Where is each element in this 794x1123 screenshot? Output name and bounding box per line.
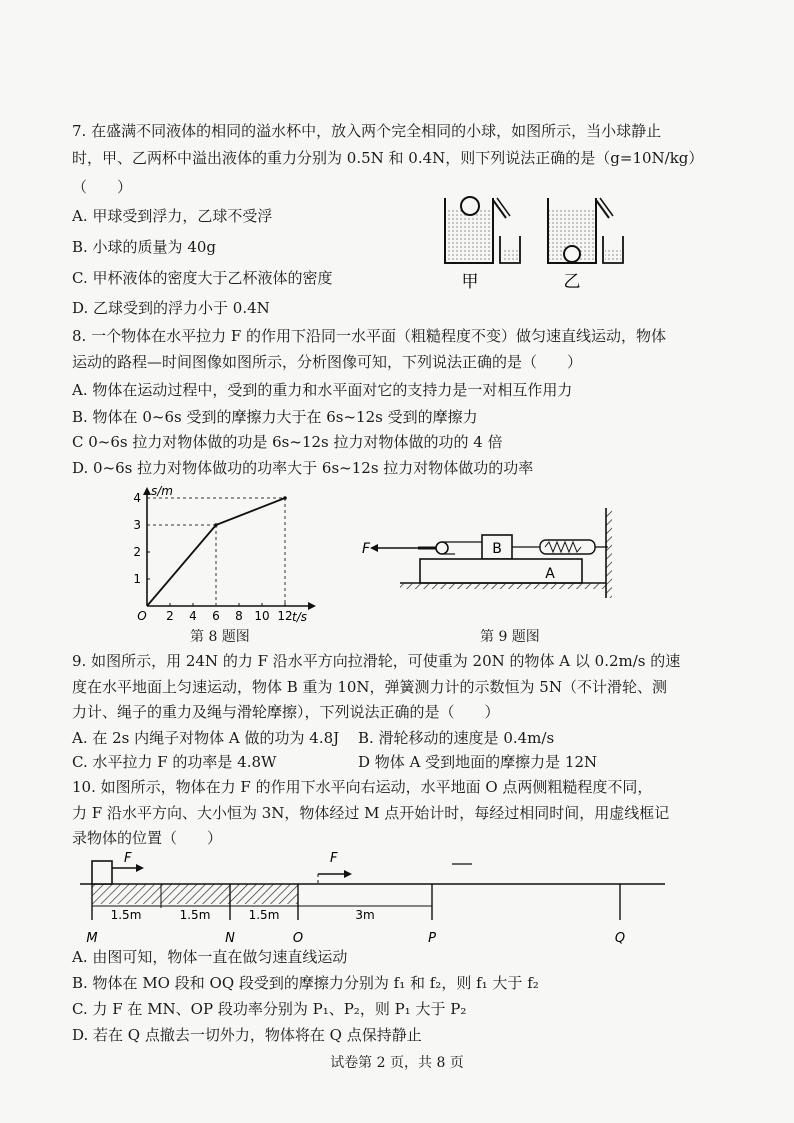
q9-stem-line3: 力计、绳子的重力及绳与滑轮摩擦），下列说法正确的是（ ） (72, 703, 500, 721)
point-q: Q (614, 931, 626, 946)
x-tick-label-12: 12 (277, 609, 293, 623)
pulley (418, 542, 482, 554)
q10-option-b: B. 物体在 MO 段和 OQ 段受到的摩擦力分别为 f₁ 和 f₂，则 f₁ 大于 f₂ (72, 974, 539, 992)
x-tick-label-4: 4 (189, 609, 197, 623)
y-tick-label-2: 2 (133, 545, 141, 559)
x-axis-label: t/s (292, 610, 307, 624)
x-tick-label-8: 8 (235, 609, 243, 623)
block-at-m (92, 861, 112, 884)
q10-figure (80, 848, 670, 948)
q8-option-a: A. 物体在运动过程中，受到的重力和水平面对它的支持力是一对相互作用力 (72, 381, 573, 399)
q9-stem-line2: 度在水平地面上匀速运动，物体 B 重为 10N，弹簧测力计的示数恒为 5N（不计滑轮、测 (72, 678, 667, 696)
y-tick-label-4: 4 (133, 491, 141, 505)
q9-option-d: D 物体 A 受到地面的摩擦力是 12N (358, 753, 598, 771)
q7-option-a: A. 甲球受到浮力，乙球不受浮 (72, 207, 273, 225)
point-o: O (292, 931, 304, 946)
q10-option-a: A. 由图可知，物体一直在做匀速直线运动 (72, 948, 348, 966)
x-tick-label-10: 10 (254, 609, 270, 623)
segment-no: 1.5m (248, 908, 280, 922)
page-footer: 试卷第 2 页，共 8 页 (330, 1055, 464, 1071)
q9-figure (360, 508, 620, 613)
q10-stem-line2: 力 F 沿水平方向、大小恒为 3N，物体经过 M 点开始计时，每经过相同时间，用虚线框记 (72, 804, 670, 822)
point-p: P (428, 931, 436, 946)
wall (606, 508, 612, 598)
rough-ground (92, 884, 298, 904)
segment-mn-2: 1.5m (179, 908, 211, 922)
q8-option-c: C 0~6s 拉力对物体做的功是 6s~12s 拉力对物体做的功的 4 倍 (72, 433, 503, 451)
q9-option-a: A. 在 2s 内绳子对物体 A 做的功为 4.8J (72, 729, 340, 747)
q7-answer-bracket: （ ） (72, 178, 133, 196)
series-segment-1 (147, 525, 216, 606)
force-label-1: F (124, 851, 132, 866)
x-tick-label-2: 2 (166, 609, 174, 623)
x-axis-arrow (308, 602, 316, 610)
y-axis-arrow (143, 487, 151, 495)
segment-op: 3m (355, 908, 375, 922)
q8-stem-line1: 8. 一个物体在水平拉力 F 的作用下沿同一水平面（粗糙程度不变）做匀速直线运动，物体 (72, 327, 667, 345)
q7-figure (440, 190, 640, 290)
q10-stem-line1: 10. 如图所示，物体在力 F 的作用下水平向右运动，水平地面 O 点两侧粗糙程度不同， (72, 778, 653, 796)
data-point-1 (214, 523, 218, 527)
block-b-label: B (492, 541, 502, 557)
segment-mn-1: 1.5m (110, 908, 142, 922)
q10-option-c: C. 力 F 在 MN、OP 段功率分别为 P₁、P₂，则 P₁ 大于 P₂ (72, 1000, 467, 1018)
beaker-right (548, 198, 623, 263)
q9-option-c: C. 水平拉力 F 的功率是 4.8W (72, 753, 277, 771)
q8-option-d: D. 0~6s 拉力对物体做功的功率大于 6s~12s 拉力对物体做功的功率 (72, 459, 534, 477)
beaker-left (445, 197, 520, 263)
block-a (420, 559, 582, 583)
q7-option-c: C. 甲杯液体的密度大于乙杯液体的密度 (72, 269, 333, 287)
q10-option-d: D. 若在 Q 点撤去一切外力，物体将在 Q 点保持静止 (72, 1026, 422, 1044)
y-tick-label-1: 1 (133, 572, 141, 586)
q7-option-d: D. 乙球受到的浮力小于 0.4N (72, 299, 270, 317)
data-point-2 (283, 496, 287, 500)
y-tick-label-3: 3 (133, 518, 141, 532)
q8-stem-line2: 运动的路程—时间图像如图所示，分析图像可知，下列说法正确的是（ ） (72, 353, 583, 371)
q9-stem-line1: 9. 如图所示，用 24N 的力 F 沿水平方向拉滑轮，可使重为 20N 的物体 A 以 0.2m/s 的速 (72, 652, 681, 670)
q7-option-b: B. 小球的质量为 40g (72, 238, 217, 256)
block-a-label: A (545, 566, 555, 582)
ball-right (564, 246, 580, 262)
series-segment-2 (216, 498, 285, 525)
y-axis-label: s/m (151, 484, 173, 498)
beaker-right-label: 乙 (563, 272, 581, 292)
q7-stem-line2: 时，甲、乙两杯中溢出液体的重力分别为 0.5N 和 0.4N，则下列说法正确的是（g=10N/kg） (72, 149, 704, 167)
ball-left (461, 197, 479, 215)
q7-stem-line1: 7. 在盛满不同液体的相同的溢水杯中，放入两个完全相同的小球，如图所示，当小球静止 (72, 122, 662, 140)
beaker-left-label: 甲 (461, 272, 479, 292)
q8-st-chart (120, 483, 320, 623)
point-m: M (86, 931, 98, 946)
force-label-2: F (330, 851, 338, 866)
q9-figure-caption: 第 9 题图 (480, 629, 540, 645)
q9-force-label: F (362, 541, 371, 557)
q10-stem-line3: 录物体的位置（ ） (72, 829, 223, 847)
q9-option-b: B. 滑轮移动的速度是 0.4m/s (358, 729, 555, 747)
x-tick-label-6: 6 (212, 609, 220, 623)
point-n: N (225, 931, 235, 946)
x-tick-label-0: O (137, 609, 147, 623)
q8-option-b: B. 物体在 0~6s 受到的摩擦力大于在 6s~12s 受到的摩擦力 (72, 408, 478, 426)
q8-figure-caption: 第 8 题图 (190, 629, 250, 645)
